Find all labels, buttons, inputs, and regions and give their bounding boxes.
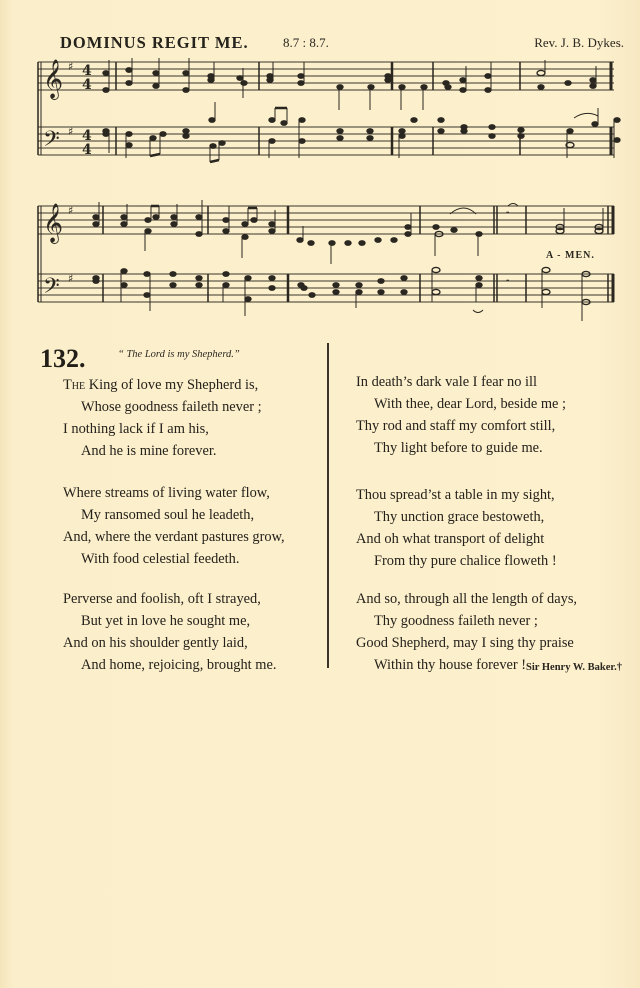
verse-line: Good Shepherd, may I sing thy praise bbox=[356, 635, 574, 651]
verse-line: And so, through all the length of days, bbox=[356, 591, 578, 607]
svg-text:4: 4 bbox=[82, 142, 92, 158]
music-system-1 bbox=[36, 58, 626, 170]
music-notation-system-1 bbox=[36, 58, 626, 170]
svg-text:‑: ‑ bbox=[506, 275, 510, 286]
verse-line: I nothing lack if I am his, bbox=[63, 421, 209, 437]
stanza-2 bbox=[63, 482, 285, 570]
verse-line: And oh what transport of delight bbox=[356, 531, 545, 547]
verse-line: Perverse and foolish, oft I strayed, bbox=[63, 591, 261, 607]
verse-line: But yet in love he sought me, bbox=[81, 613, 251, 629]
svg-text:♯: ♯ bbox=[68, 60, 74, 73]
verse-line: Thou spread’st a table in my sight, bbox=[356, 487, 555, 503]
author-credit: Sir Henry W. Baker.† bbox=[526, 662, 622, 673]
tune-meter: 8.7 : 8.7. bbox=[283, 35, 329, 50]
svg-text:𝄞: 𝄞 bbox=[43, 59, 64, 99]
verse-line: And he is mine forever. bbox=[81, 443, 217, 459]
svg-text:𝄢: 𝄢 bbox=[43, 127, 60, 157]
verse-line: And home, rejoicing, brought me. bbox=[81, 657, 277, 673]
svg-text:4: 4 bbox=[82, 77, 92, 93]
svg-text:4: 4 bbox=[82, 63, 92, 79]
stanza-1 bbox=[63, 374, 262, 462]
verse-line: From thy pure chalice floweth ! bbox=[374, 553, 557, 569]
amen-label: A - MEN. bbox=[546, 250, 595, 261]
verse-line: Within thy house forever ! bbox=[374, 657, 527, 673]
svg-text:‑: ‑ bbox=[506, 207, 510, 218]
svg-text:♯: ♯ bbox=[68, 272, 74, 285]
music-system-2 bbox=[36, 196, 626, 324]
column-divider bbox=[327, 343, 329, 668]
stanza-5 bbox=[356, 484, 557, 572]
hymn-number: 132. bbox=[40, 344, 86, 373]
svg-text:𝄞: 𝄞 bbox=[43, 203, 64, 243]
music-notation-system-2 bbox=[36, 196, 626, 324]
verse-line: My ransomed soul he leadeth, bbox=[81, 507, 255, 523]
tune-header bbox=[60, 30, 624, 54]
svg-text:♯: ♯ bbox=[68, 125, 74, 138]
verse-line: Whose goodness faileth never ; bbox=[81, 399, 262, 415]
verse-line: Thy unction grace bestoweth, bbox=[374, 509, 545, 525]
svg-text:♯: ♯ bbox=[68, 204, 74, 217]
verse-line: In death’s dark vale I fear no ill bbox=[356, 374, 538, 390]
verse-line: Where streams of living water flow, bbox=[63, 485, 270, 501]
verse-line: And on his shoulder gently laid, bbox=[63, 635, 248, 651]
stanza-4 bbox=[356, 371, 566, 459]
hymn-subtitle: “ The Lord is my Shepherd.” bbox=[118, 349, 240, 360]
verse-line: Thy rod and staff my comfort still, bbox=[356, 418, 556, 434]
verse-line: The King of love my Shepherd is, bbox=[63, 377, 259, 393]
verse-line: And, where the verdant pastures grow, bbox=[63, 529, 285, 545]
stanza-3 bbox=[63, 588, 276, 676]
verse-line: Thy light before to guide me. bbox=[374, 440, 543, 456]
svg-text:𝄢: 𝄢 bbox=[43, 274, 60, 304]
verse-line: Thy goodness faileth never ; bbox=[374, 613, 538, 629]
svg-text:4: 4 bbox=[82, 128, 92, 144]
composer-credit: Rev. J. B. Dykes. bbox=[534, 35, 624, 50]
tune-name: DOMINUS REGIT ME. bbox=[60, 33, 249, 52]
verse-line: With food celestial feedeth. bbox=[81, 551, 240, 567]
verse-line: With thee, dear Lord, beside me ; bbox=[374, 396, 567, 412]
